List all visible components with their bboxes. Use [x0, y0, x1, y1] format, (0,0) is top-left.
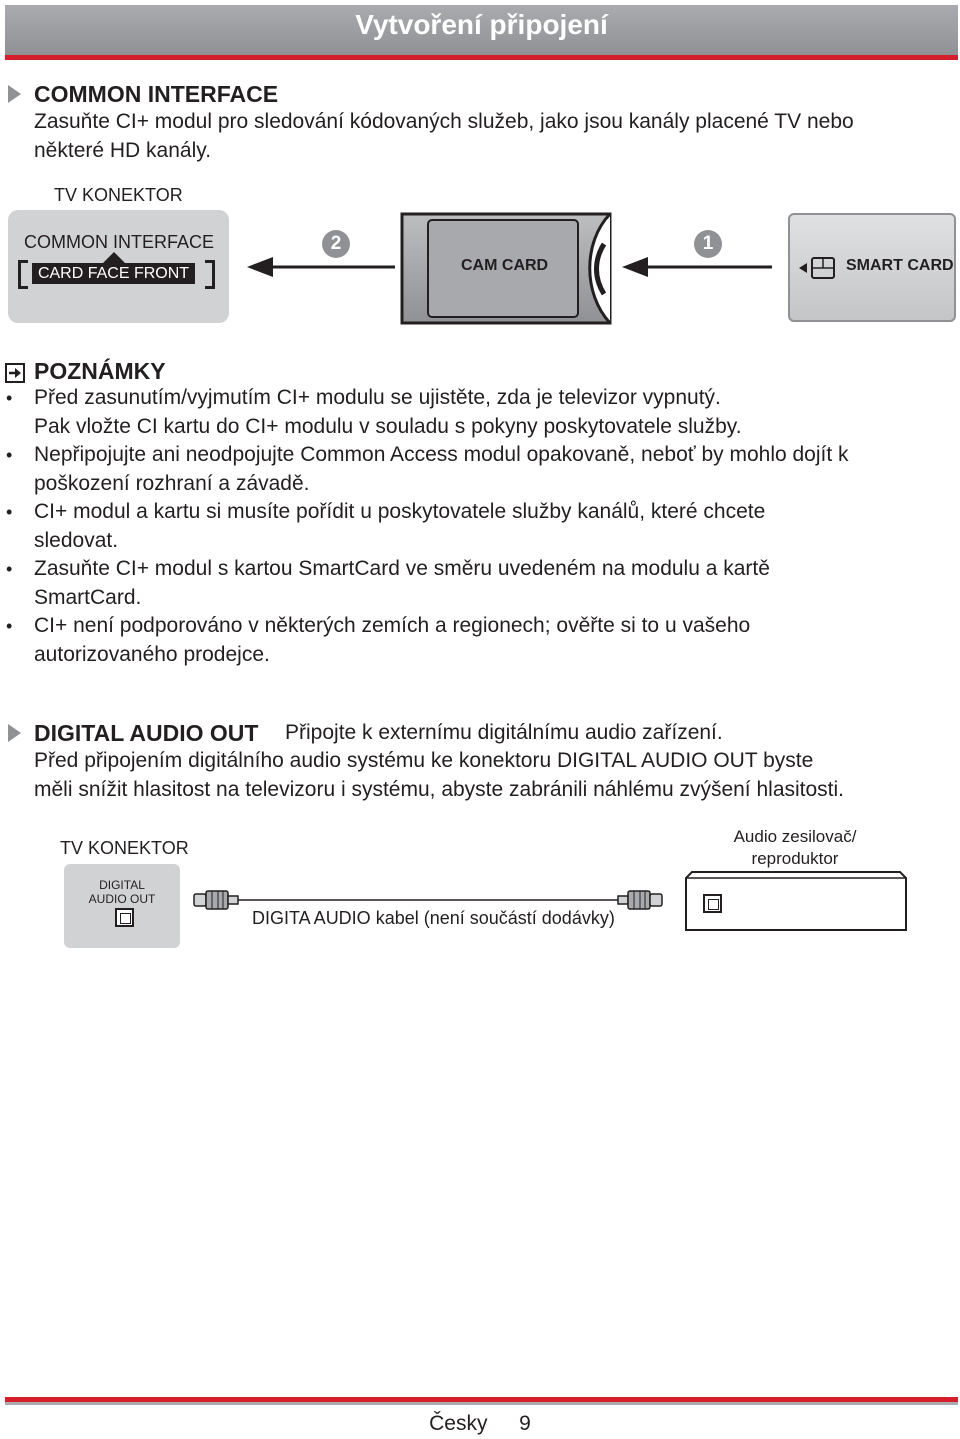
cam-card-label: CAM CARD [461, 257, 549, 274]
section-arrow-icon [8, 85, 21, 103]
common-interface-heading: COMMON INTERFACE [34, 81, 279, 107]
header-accent-line [5, 55, 958, 60]
slot-bracket-right-icon [205, 260, 215, 289]
bullet-icon: • [6, 502, 13, 522]
card-face-front-label: CARD FACE FRONT [32, 263, 195, 284]
page-number: 9 [519, 1412, 531, 1435]
note-text-line: Před zasunutím/vyjmutím CI+ modulu se ujistěte, zda je televizor vypnutý. [34, 386, 721, 409]
digital-audio-heading: DIGITAL AUDIO OUT [34, 720, 259, 746]
page-title: Vytvoření připojení [355, 9, 608, 40]
footer-divider [5, 1402, 958, 1405]
smart-card-chip-icon [798, 255, 840, 281]
section-arrow-icon [8, 724, 21, 742]
optical-port-icon [115, 908, 134, 927]
digital-audio-text-line: měli snížit hlasitost na televizoru i systému, abyste zabránili náhlému zvýšení hlasitosti. [34, 778, 845, 801]
note-text-line: CI+ modul a kartu si musíte pořídit u poskytovatele služby kanálů, které chcete [34, 500, 766, 523]
bullet-icon: • [6, 616, 13, 636]
port-label-line: DIGITAL [99, 878, 145, 892]
digital-audio-port-panel [64, 864, 180, 948]
bullet-icon: • [6, 445, 13, 465]
common-interface-slot-label: COMMON INTERFACE [24, 232, 215, 252]
smart-card-label: SMART CARD [846, 257, 954, 274]
slot-bracket-left-icon [18, 260, 28, 289]
note-text-line: autorizovaného prodejce. [34, 643, 270, 666]
bullet-icon: • [6, 559, 13, 579]
insert-arrow-left-icon [245, 252, 405, 282]
note-text-line: CI+ není podporováno v některých zemích a regionech; ověřte si to u vašeho [34, 614, 751, 637]
common-interface-text-line: některé HD kanály. [34, 139, 212, 162]
amplifier-label-line: reproduktor [751, 849, 839, 868]
cable-label: DIGITA AUDIO kabel (není součástí dodávky) [252, 908, 615, 928]
digital-audio-text-line: Před připojením digitálního audio systému ke konektoru DIGITAL AUDIO OUT byste [34, 749, 814, 772]
amplifier-label [700, 826, 890, 870]
notes-heading: POZNÁMKY [34, 358, 166, 384]
step-2-badge: 2 [322, 230, 350, 258]
note-text-line: Nepřipojujte ani neodpojujte Common Access modul opakovaně, neboť by mohlo dojít k [34, 443, 849, 466]
insert-arrow-left-icon [620, 252, 775, 282]
note-text-line: Zasuňte CI+ modul s kartou SmartCard ve směru uvedeném na modulu a kartě [34, 557, 770, 580]
tv-connector-label: TV KONEKTOR [60, 838, 189, 858]
digital-audio-port-label [64, 878, 180, 906]
port-label-line: AUDIO OUT [88, 892, 156, 906]
bullet-icon: • [6, 388, 13, 408]
note-text-line: Pak vložte CI kartu do CI+ modulu v souladu s pokyny poskytovatele služby. [34, 415, 742, 438]
tv-connector-label: TV KONEKTOR [54, 185, 183, 205]
digital-audio-description: Připojte k externímu digitálnímu audio zařízení. [285, 721, 723, 744]
note-text-line: SmartCard. [34, 586, 142, 609]
notes-icon [5, 363, 25, 383]
card-face-triangle-icon [103, 252, 125, 263]
note-text-line: poškození rozhraní a závadě. [34, 472, 310, 495]
footer [0, 1412, 960, 1436]
amplifier-label-line: Audio zesilovač/ [733, 827, 857, 846]
step-1-badge: 1 [694, 230, 722, 258]
common-interface-text-line: Zasuňte CI+ modul pro sledování kódovaných služeb, jako jsou kanály placené TV nebo [34, 110, 854, 133]
note-text-line: sledovat. [34, 529, 119, 552]
amplifier-port-icon [703, 894, 722, 913]
footer-language: Česky [429, 1412, 488, 1435]
